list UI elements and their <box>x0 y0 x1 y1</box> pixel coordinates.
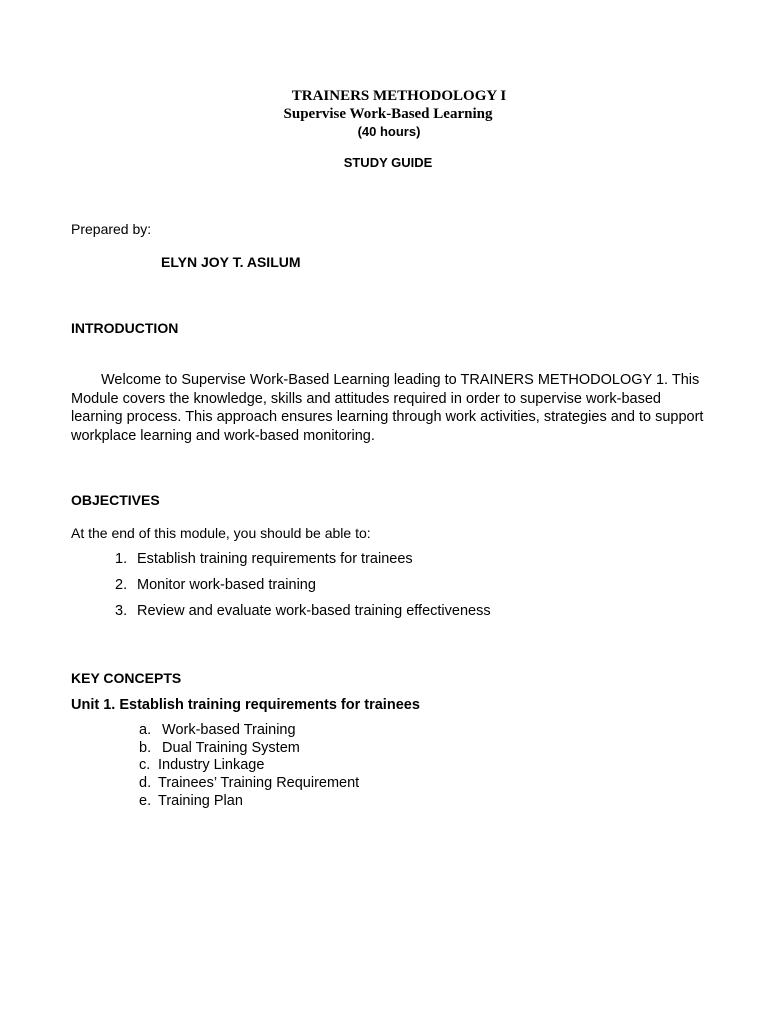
author-name: ELYN JOY T. ASILUM <box>161 254 301 270</box>
introduction-heading: INTRODUCTION <box>71 320 179 336</box>
key-concepts-heading: KEY CONCEPTS <box>71 670 182 686</box>
objectives-intro: At the end of this module, you should be able to: <box>71 525 371 541</box>
module-hours: (40 hours) <box>357 124 421 139</box>
concept-item <box>139 722 296 738</box>
module-title: Supervise Work-Based Learning <box>283 106 493 122</box>
concept-item <box>139 793 243 809</box>
objective-text: Review and evaluate work-based training effectiveness <box>137 603 491 619</box>
introduction-paragraph <box>71 371 711 445</box>
concept-item <box>139 775 359 791</box>
objective-text: Establish training requirements for trainees <box>137 551 413 567</box>
objective-text: Monitor work-based training <box>137 577 316 593</box>
concept-letter: b. <box>139 740 152 756</box>
prepared-by-label: Prepared by: <box>71 221 152 237</box>
concept-item <box>139 740 300 756</box>
objective-number: 1. <box>115 551 128 567</box>
unit1-heading: Unit 1. Establish training requirements for trainees <box>71 697 420 713</box>
concept-letter: e. <box>139 793 152 809</box>
concept-letter: c. <box>139 757 151 773</box>
objective-item <box>115 551 413 567</box>
concept-text: Dual Training System <box>158 740 300 756</box>
concept-text: Work-based Training <box>158 722 296 738</box>
concept-text: Trainees’ Training Requirement <box>158 775 360 791</box>
document-title: TRAINERS METHODOLOGY I <box>291 88 507 104</box>
objective-number: 2. <box>115 577 128 593</box>
study-guide-label: STUDY GUIDE <box>343 155 433 170</box>
objectives-heading: OBJECTIVES <box>71 492 160 508</box>
introduction-text: Welcome to Supervise Work-Based Learning leading to TRAINERS METHODOLOGY 1. This Module covers the knowledge, skills and attitudes required in order to supervise work-based learning process. This approach ensures learning through work activities, strategies and to support workplace learning and work-based monitoring. <box>71 372 704 444</box>
concept-letter: a. <box>139 722 152 738</box>
objective-item <box>115 603 491 619</box>
concept-text: Training Plan <box>158 793 243 809</box>
concept-letter: d. <box>139 775 152 791</box>
objective-item <box>115 577 316 593</box>
concept-text: Industry Linkage <box>158 757 265 773</box>
concept-item <box>139 757 264 773</box>
objective-number: 3. <box>115 603 128 619</box>
